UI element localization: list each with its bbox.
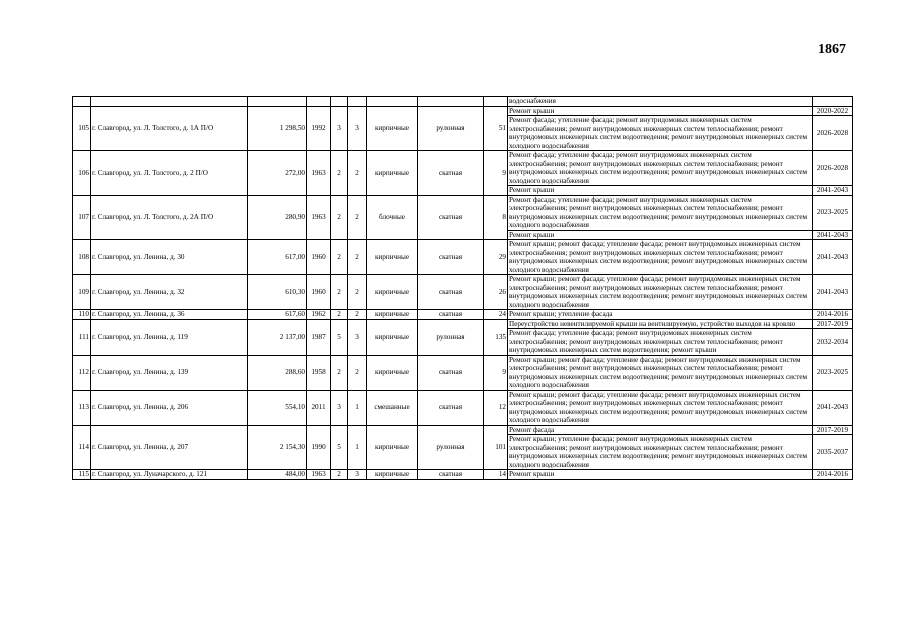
cell-period: 2014-2016 xyxy=(813,310,853,320)
cell-floors: 5 xyxy=(331,425,348,470)
cell-period: 2041-2043 xyxy=(813,186,853,196)
cell-num: 108 xyxy=(73,240,91,275)
cell-area: 272,00 xyxy=(248,151,307,196)
cell-entrances: 2 xyxy=(348,275,367,310)
cell-residents: 135 xyxy=(484,319,508,355)
cell-floors xyxy=(331,97,348,107)
cell-area xyxy=(248,97,307,107)
cell-work: Ремонт крыши; утепление фасада xyxy=(508,310,813,320)
cell-roof: скатная xyxy=(418,240,484,275)
cell-walls: кирпичные xyxy=(367,151,418,196)
cell-entrances: 1 xyxy=(348,425,367,470)
cell-work: Ремонт крыши xyxy=(508,186,813,196)
cell-floors: 5 xyxy=(331,319,348,355)
cell-walls xyxy=(367,97,418,107)
cell-entrances: 1 xyxy=(348,390,367,425)
cell-roof: скатная xyxy=(418,470,484,480)
cell-address: г. Славгород, ул. Л. Толстого, д. 1А П/О xyxy=(91,106,248,151)
cell-year: 1992 xyxy=(307,106,331,151)
cell-residents: 9 xyxy=(484,151,508,196)
cell-period: 2041-2043 xyxy=(813,390,853,425)
cell-roof: рулонная xyxy=(418,319,484,355)
cell-period: 2026-2028 xyxy=(813,151,853,186)
cell-residents: 51 xyxy=(484,106,508,151)
cell-year: 2011 xyxy=(307,390,331,425)
cell-work: Ремонт крыши xyxy=(508,106,813,116)
cell-num: 115 xyxy=(73,470,91,480)
cell-walls: блочные xyxy=(367,195,418,240)
cell-roof xyxy=(418,97,484,107)
cell-work: Ремонт фасада xyxy=(508,425,813,435)
cell-area: 2 154,30 xyxy=(248,425,307,470)
cell-area: 484,00 xyxy=(248,470,307,480)
cell-walls: кирпичные xyxy=(367,240,418,275)
table-row xyxy=(73,390,853,425)
cell-floors: 3 xyxy=(331,390,348,425)
cell-roof: скатная xyxy=(418,390,484,425)
cell-work: Ремонт крыши xyxy=(508,470,813,480)
cell-period: 2041-2043 xyxy=(813,240,853,275)
cell-floors: 2 xyxy=(331,355,348,390)
cell-work: водоснабжения xyxy=(508,97,813,107)
cell-work: Ремонт крыши; ремонт фасада; утепление фасада; ремонт внутридомовых инженерных систем электроснабжения; ремонт внутридомовых инженерных систем теплоснабжения; ремонт внутридомовых инженерных систем водоотведения; ремонт внутридомовых инженерных систем холодного водоснабжения xyxy=(508,390,813,425)
cell-year: 1963 xyxy=(307,151,331,196)
cell-period: 2023-2025 xyxy=(813,355,853,390)
table-row xyxy=(73,106,853,116)
cell-year: 1987 xyxy=(307,319,331,355)
cell-residents: 24 xyxy=(484,310,508,320)
cell-period: 2032-2034 xyxy=(813,329,853,356)
cell-walls: кирпичные xyxy=(367,106,418,151)
cell-area: 617,60 xyxy=(248,310,307,320)
cell-floors: 3 xyxy=(331,106,348,151)
cell-entrances: 3 xyxy=(348,319,367,355)
cell-address: г. Славгород, ул. Л. Толстого, д. 2А П/О xyxy=(91,195,248,240)
table-row xyxy=(73,275,853,310)
cell-address: г. Славгород, ул. Ленина, д. 207 xyxy=(91,425,248,470)
cell-walls: кирпичные xyxy=(367,275,418,310)
cell-work: Переустройство невентилируемой крыши на вентилируемую, устройство выходов на кровлю xyxy=(508,319,813,329)
cell-residents: 26 xyxy=(484,275,508,310)
cell-address: г. Славгород, ул. Ленина, д. 206 xyxy=(91,390,248,425)
cell-roof: скатная xyxy=(418,275,484,310)
cell-num xyxy=(73,97,91,107)
cell-area: 610,30 xyxy=(248,275,307,310)
cell-address: г. Славгород, ул. Л. Толстого, д. 2 П/О xyxy=(91,151,248,196)
cell-roof: скатная xyxy=(418,195,484,240)
cell-roof: скатная xyxy=(418,151,484,196)
continuation-row xyxy=(73,97,853,107)
cell-work: Ремонт крыши; ремонт фасада; утепление фасада; ремонт внутридомовых инженерных систем электроснабжения; ремонт внутридомовых инженерных систем теплоснабжения; ремонт внутридомовых инженерных систем водоотведения; ремонт внутридомовых инженерных систем холодного водоснабжения xyxy=(508,240,813,275)
cell-year: 1962 xyxy=(307,310,331,320)
cell-period xyxy=(813,97,853,107)
cell-residents xyxy=(484,97,508,107)
cell-walls: кирпичные xyxy=(367,425,418,470)
cell-period: 2023-2025 xyxy=(813,195,853,230)
cell-residents: 29 xyxy=(484,240,508,275)
cell-num: 106 xyxy=(73,151,91,196)
cell-residents: 9 xyxy=(484,355,508,390)
cell-area: 2 137,00 xyxy=(248,319,307,355)
cell-residents: 14 xyxy=(484,470,508,480)
cell-num: 113 xyxy=(73,390,91,425)
cell-year xyxy=(307,97,331,107)
cell-walls: кирпичные xyxy=(367,319,418,355)
cell-work: Ремонт фасада; утепление фасада; ремонт внутридомовых инженерных систем электроснабжения; ремонт внутридомовых инженерных систем теплоснабжения; ремонт внутридомовых инженерных систем водоотведения; ремонт внутридомовых инженерных систем холодного водоснабжения xyxy=(508,116,813,151)
cell-address: г. Славгород, ул. Ленина, д. 139 xyxy=(91,355,248,390)
cell-walls: кирпичные xyxy=(367,310,418,320)
cell-address: г. Славгород, ул. Ленина, д. 30 xyxy=(91,240,248,275)
cell-year: 1963 xyxy=(307,470,331,480)
cell-roof: рулонная xyxy=(418,106,484,151)
cell-residents: 12 xyxy=(484,390,508,425)
cell-year: 1958 xyxy=(307,355,331,390)
cell-period: 2041-2043 xyxy=(813,230,853,240)
cell-period: 2017-2019 xyxy=(813,319,853,329)
cell-entrances: 2 xyxy=(348,240,367,275)
table-row xyxy=(73,319,853,329)
cell-floors: 2 xyxy=(331,195,348,240)
cell-roof: скатная xyxy=(418,355,484,390)
cell-address: г. Славгород, ул. Ленина, д. 119 xyxy=(91,319,248,355)
cell-floors: 2 xyxy=(331,151,348,196)
page-number: 1867 xyxy=(818,42,846,57)
cell-entrances: 3 xyxy=(348,470,367,480)
table-row xyxy=(73,240,853,275)
cell-year: 1963 xyxy=(307,195,331,240)
table-row xyxy=(73,151,853,186)
cell-entrances: 3 xyxy=(348,106,367,151)
table-body xyxy=(73,97,853,480)
cell-num: 110 xyxy=(73,310,91,320)
table-row xyxy=(73,310,853,320)
cell-walls: кирпичные xyxy=(367,470,418,480)
cell-work: Ремонт крыши xyxy=(508,230,813,240)
cell-entrances: 2 xyxy=(348,151,367,196)
cell-year: 1990 xyxy=(307,425,331,470)
cell-period: 2026-2028 xyxy=(813,116,853,151)
cell-entrances: 2 xyxy=(348,195,367,240)
cell-period: 2020-2022 xyxy=(813,106,853,116)
cell-area: 617,00 xyxy=(248,240,307,275)
cell-period: 2014-2016 xyxy=(813,470,853,480)
table-row xyxy=(73,425,853,435)
table-row xyxy=(73,195,853,230)
cell-address: г. Славгород, ул. Ленина, д. 36 xyxy=(91,310,248,320)
cell-residents: 8 xyxy=(484,195,508,240)
cell-year: 1960 xyxy=(307,275,331,310)
cell-address: г. Славгород, ул. Луначарского, д. 121 xyxy=(91,470,248,480)
cell-work: Ремонт крыши; ремонт фасада; утепление фасада; ремонт внутридомовых инженерных систем электроснабжения; ремонт внутридомовых инженерных систем теплоснабжения; ремонт внутридомовых инженерных систем водоотведения; ремонт внутридомовых инженерных систем холодного водоснабжения xyxy=(508,355,813,390)
cell-address: г. Славгород, ул. Ленина, д. 32 xyxy=(91,275,248,310)
table-row xyxy=(73,355,853,390)
cell-floors: 2 xyxy=(331,240,348,275)
cell-floors: 2 xyxy=(331,275,348,310)
repair-program-table xyxy=(72,96,853,480)
cell-num: 107 xyxy=(73,195,91,240)
cell-entrances: 2 xyxy=(348,355,367,390)
cell-area: 288,60 xyxy=(248,355,307,390)
cell-residents: 101 xyxy=(484,425,508,470)
cell-period: 2035-2037 xyxy=(813,435,853,470)
cell-area: 554,10 xyxy=(248,390,307,425)
cell-area: 1 298,50 xyxy=(248,106,307,151)
cell-address xyxy=(91,97,248,107)
cell-work: Ремонт крыши; ремонт фасада; утепление фасада; ремонт внутридомовых инженерных систем электроснабжения; ремонт внутридомовых инженерных систем теплоснабжения; ремонт внутридомовых инженерных систем водоотведения; ремонт внутридомовых инженерных систем холодного водоснабжения xyxy=(508,275,813,310)
cell-num: 112 xyxy=(73,355,91,390)
cell-num: 111 xyxy=(73,319,91,355)
cell-area: 280,90 xyxy=(248,195,307,240)
table-row xyxy=(73,470,853,480)
cell-floors: 2 xyxy=(331,310,348,320)
cell-walls: кирпичные xyxy=(367,355,418,390)
cell-work: Ремонт фасада; утепление фасада; ремонт внутридомовых инженерных систем электроснабжения; ремонт внутридомовых инженерных систем теплоснабжения; ремонт внутридомовых инженерных систем водоотведения; ремонт внутридомовых инженерных систем холодного водоснабжения xyxy=(508,151,813,186)
cell-roof: рулонная xyxy=(418,425,484,470)
cell-period: 2017-2019 xyxy=(813,425,853,435)
cell-walls: смешанные xyxy=(367,390,418,425)
cell-work: Ремонт фасада; утепление фасада; ремонт внутридомовых инженерных систем электроснабжения; ремонт внутридомовых инженерных систем теплоснабжения; ремонт внутридомовых инженерных систем водоотведения; ремонт внутридомовых инженерных систем холодного водоснабжения xyxy=(508,195,813,230)
cell-roof: скатная xyxy=(418,310,484,320)
cell-work: Ремонт крыши; утепление фасада; ремонт внутридомовых инженерных систем электроснабжения; ремонт внутридомовых инженерных систем теплоснабжения; ремонт внутридомовых инженерных систем водоотведения; ремонт внутридомовых инженерных систем холодного водоснабжения xyxy=(508,435,813,470)
cell-num: 109 xyxy=(73,275,91,310)
cell-year: 1960 xyxy=(307,240,331,275)
cell-entrances xyxy=(348,97,367,107)
cell-num: 105 xyxy=(73,106,91,151)
cell-work: Ремонт фасада; утепление фасада; ремонт внутридомовых инженерных систем электроснабжения; ремонт внутридомовых инженерных систем теплоснабжения; ремонт внутридомовых инженерных систем водоотведения; ремонт крыши xyxy=(508,329,813,356)
cell-floors: 2 xyxy=(331,470,348,480)
cell-num: 114 xyxy=(73,425,91,470)
cell-period: 2041-2043 xyxy=(813,275,853,310)
cell-entrances: 2 xyxy=(348,310,367,320)
